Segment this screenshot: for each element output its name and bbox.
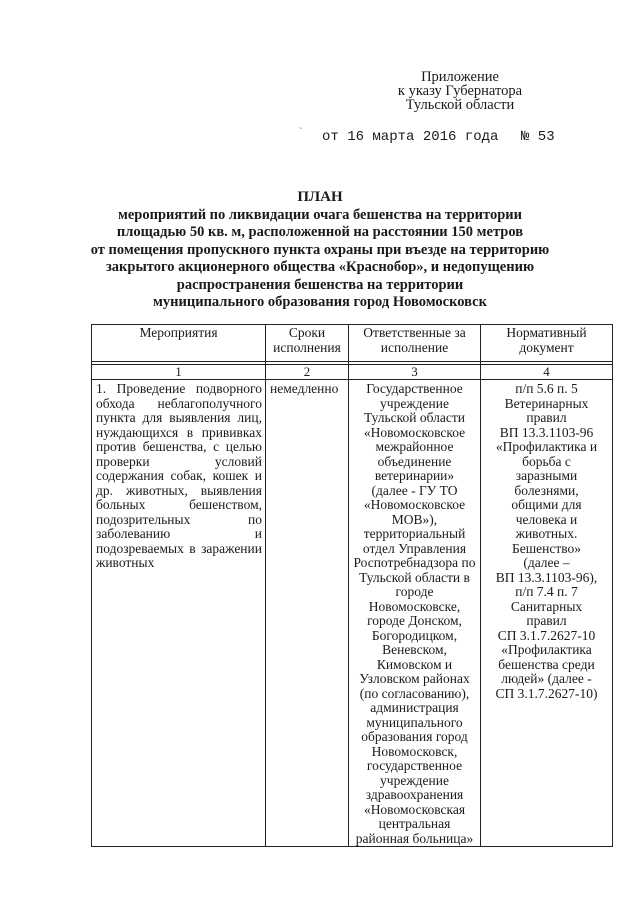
responsible-line: государственное xyxy=(366,758,463,773)
responsible-line: «Новомосковское xyxy=(363,424,466,440)
responsible-line: городе Донском, xyxy=(367,613,462,628)
subtitle-line: площадью 50 кв. м, расположенной на расстоянии 150 метров xyxy=(116,224,524,241)
subtitle-line: от помещения пропускного пункта охраны при въезде на территорию xyxy=(90,241,550,258)
decree-date: от 16 марта 2016 года xyxy=(322,129,499,145)
document-line: заразными xyxy=(515,468,578,483)
subtitle-line: распространения бешенства на территории xyxy=(176,276,464,293)
responsible-line: Новомосковске, xyxy=(368,598,461,614)
document-subtitle xyxy=(70,207,570,311)
document-line: п/п 7.4 п. 7 xyxy=(515,584,578,599)
responsible-line: учреждение xyxy=(380,395,449,411)
document-line: п/п 5.6 п. 5 xyxy=(515,381,578,396)
appendix-line: к указу Губернатора xyxy=(397,83,523,99)
responsible-line: здравоохранения xyxy=(365,787,464,802)
column-number: 3 xyxy=(349,365,481,380)
responsible-line: Узловском районах xyxy=(359,671,470,686)
deadline-cell: немедленно xyxy=(266,380,349,847)
appendix-line: Приложение xyxy=(421,69,499,85)
document-line: «Профилактика xyxy=(501,642,592,657)
responsible-line: Государственное xyxy=(366,381,463,396)
column-number-row xyxy=(92,365,613,380)
responsible-line: центральная xyxy=(378,816,451,831)
responsible-line: территориальный xyxy=(363,526,466,541)
document-line: Ветеринарных xyxy=(504,395,589,411)
responsible-line: Веневском, xyxy=(382,642,447,657)
document-line: ВП 13.3.1103-96), xyxy=(495,569,598,585)
header-deadline: Сроки исполнения xyxy=(266,325,349,362)
header-document: Нормативный документ xyxy=(481,325,613,362)
responsible-line: МОВ»), xyxy=(391,511,438,527)
responsible-line: «Новомосковская xyxy=(363,801,466,817)
document-line: ВП 13.3.1103-96 xyxy=(499,424,594,440)
responsible-line: Тульской области xyxy=(364,410,465,425)
document-line: (далее – xyxy=(523,555,570,570)
table-header-row xyxy=(92,325,613,362)
responsible-line: Тульской области в xyxy=(359,569,470,585)
decree-line xyxy=(0,129,640,149)
responsible-line: учреждение xyxy=(380,772,449,788)
scan-speck: ˘ xyxy=(298,127,304,137)
column-number: 1 xyxy=(92,365,266,380)
document-line: правил xyxy=(526,613,567,628)
responsible-line: «Новомосковское xyxy=(363,497,466,512)
responsible-line: Кимовском и xyxy=(376,656,453,672)
responsible-line: межрайонное xyxy=(375,439,454,454)
responsible-cell xyxy=(349,380,481,847)
table-row xyxy=(92,380,613,847)
header-measures: Мероприятия xyxy=(92,325,266,362)
column-number: 4 xyxy=(481,365,613,380)
responsible-line: (далее - ГУ ТО xyxy=(371,482,458,498)
responsible-line: образования город xyxy=(361,729,468,744)
measure-cell xyxy=(92,380,266,847)
document-line: животных. xyxy=(515,526,578,541)
document-line: правил xyxy=(526,410,567,425)
document-line: общими для xyxy=(511,497,582,512)
responsible-line: ветеринарии» xyxy=(374,468,455,483)
responsible-line: городе xyxy=(395,584,434,599)
responsible-line: (по согласованию), xyxy=(359,685,470,701)
decree-number: № 53 xyxy=(521,129,555,145)
measure-text: 1. Проведение подворного обхода неблагополучного пункта для выявления лиц, нуждающихся в прививках против бешенства, с целью проверки условий содержания собак, кошек и др. животных, выявления больных бешенством, подозрительных по заболеванию и подозреваемых в заражении животных xyxy=(96,381,262,570)
responsible-line: объединение xyxy=(377,453,452,469)
responsible-line: отдел Управления xyxy=(362,540,467,556)
appendix-block xyxy=(360,70,560,112)
responsible-line: районная больница» xyxy=(355,830,474,846)
document-line: болезнями, xyxy=(514,482,579,498)
plan-table xyxy=(91,324,613,847)
document-line: Санитарных xyxy=(510,598,583,614)
document-line: СП 3.1.7.2627-10 xyxy=(497,627,596,643)
document-line: СП 3.1.7.2627-10) xyxy=(495,685,598,701)
responsible-line: Богородицком, xyxy=(371,627,458,643)
responsible-line: администрация xyxy=(370,700,459,715)
document-cell xyxy=(481,380,613,847)
appendix-line: Тульской области xyxy=(405,97,515,113)
responsible-line: Роспотребнадзора по xyxy=(353,555,476,570)
responsible-line: Новомосковск, xyxy=(371,743,458,759)
header-responsible: Ответственные за исполнение xyxy=(349,325,481,362)
column-number: 2 xyxy=(266,365,349,380)
document-line: «Профилактика и xyxy=(495,439,598,454)
document-line: борьба с xyxy=(522,453,571,469)
document-line: человека и xyxy=(515,511,578,527)
subtitle-line: закрытого акционерного общества «Краснобор», и недопущению xyxy=(105,259,535,276)
document-title: ПЛАН xyxy=(297,189,343,205)
document-line: Бешенство» xyxy=(511,540,582,556)
responsible-line: муниципального xyxy=(366,714,463,730)
subtitle-line: муниципального образования город Новомосковск xyxy=(153,294,487,311)
document-line: бешенства среди xyxy=(498,656,595,672)
subtitle-line: мероприятий по ликвидации очага бешенства на территории xyxy=(117,207,522,223)
document-line: людей» (далее - xyxy=(501,671,592,686)
